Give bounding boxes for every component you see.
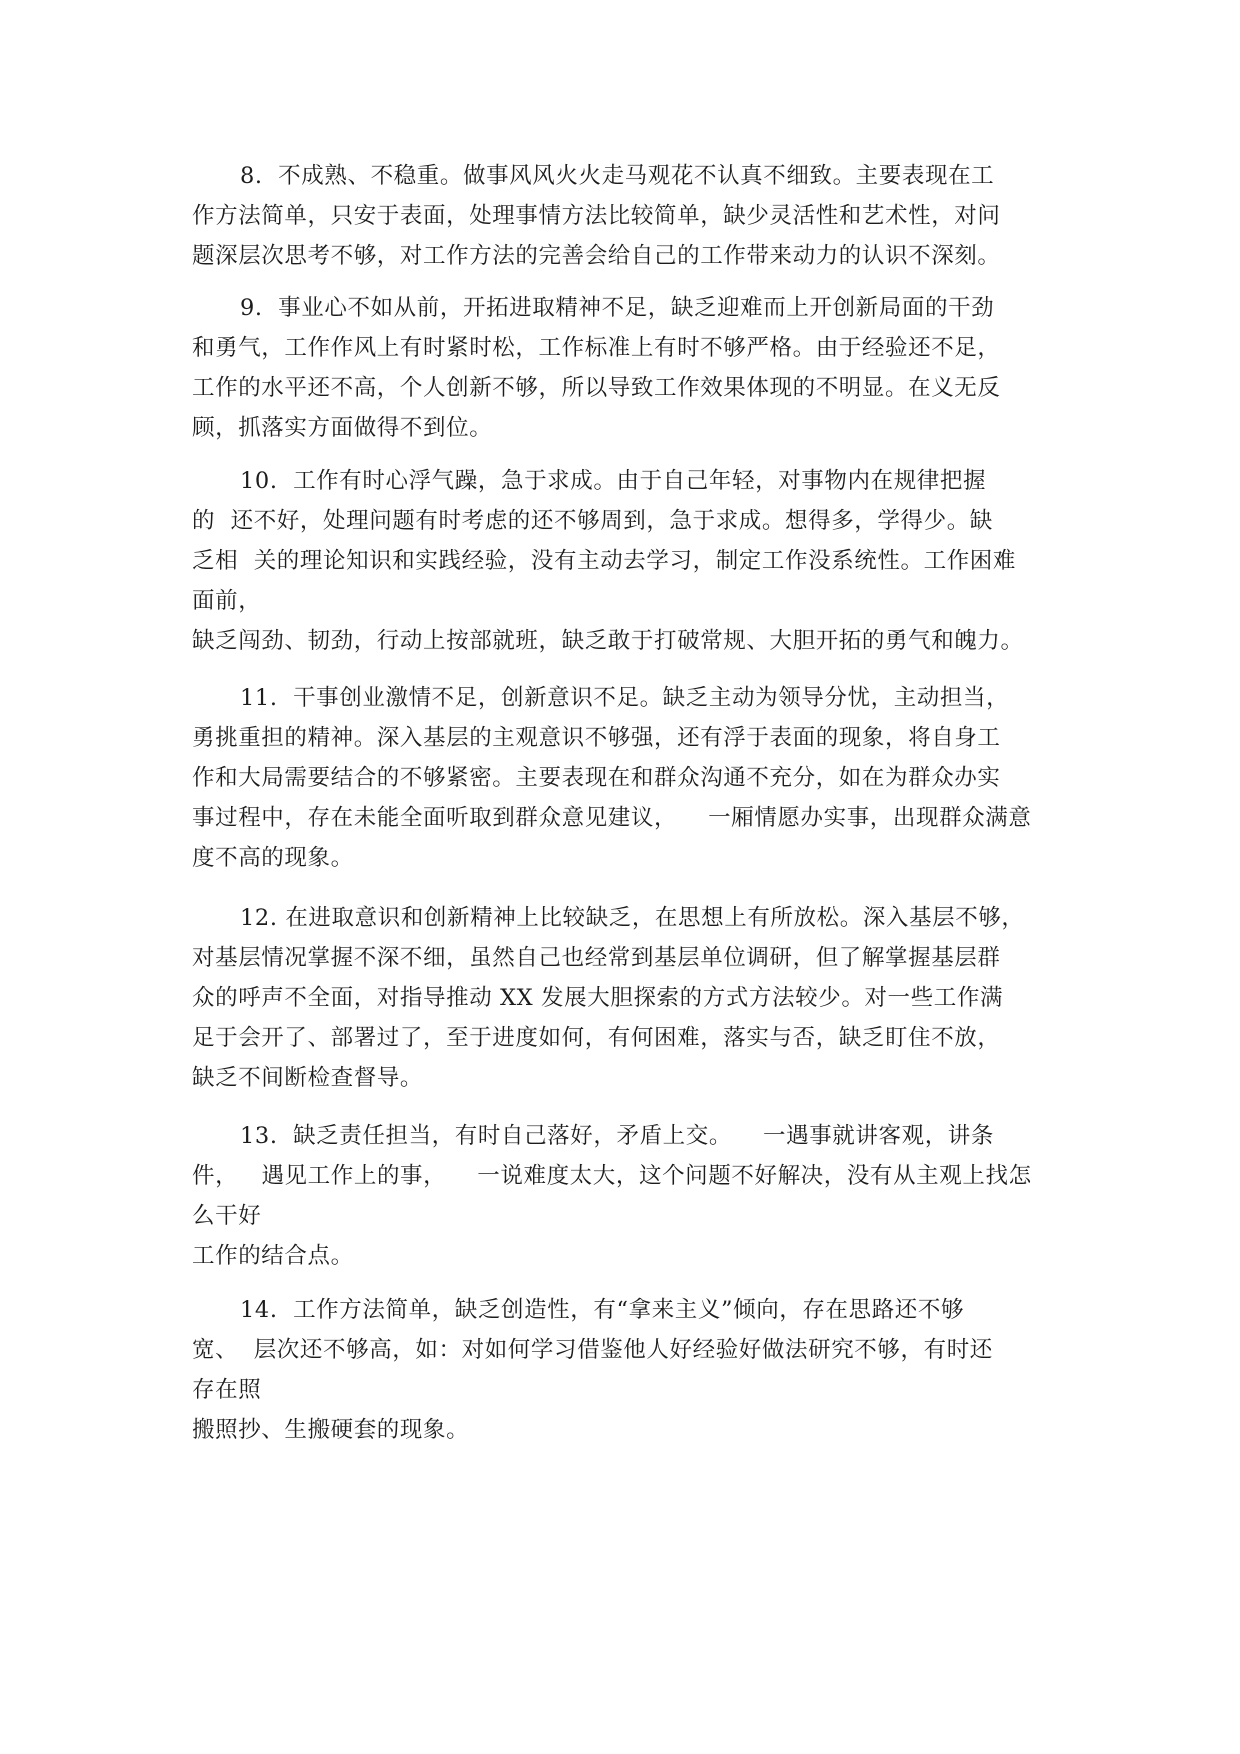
paragraph-line: 乏相 关的理论知识和实践经验，没有主动去学习，制定工作没系统性。工作困难 bbox=[192, 548, 1017, 574]
paragraph-10 bbox=[192, 461, 1072, 661]
paragraph-line: 的 还不好，处理问题有时考虑的还不够周到，急于求成。想得多，学得少。缺 bbox=[192, 508, 993, 534]
paragraph-line: 作和大局需要结合的不够紧密。主要表现在和群众沟通不充分，如在为群众办实 bbox=[192, 765, 1001, 791]
paragraph-line: 8. 不成熟、不稳重。做事风风火火走马观花不认真不细致。主要表现在工 bbox=[240, 163, 995, 189]
paragraph-line: 面前， bbox=[192, 588, 262, 614]
paragraph-14 bbox=[192, 1290, 1072, 1450]
paragraph-line: 事过程中，存在未能全面听取到群众意见建议， 一厢情愿办实事，出现群众满意 bbox=[192, 805, 1032, 831]
paragraph-line: 和勇气，工作作风上有时紧时松，工作标准上有时不够严格。由于经验还不足， bbox=[192, 335, 1001, 361]
paragraph-line: 12. 在进取意识和创新精神上比较缺乏，在思想上有所放松。深入基层不够， bbox=[240, 905, 1025, 931]
paragraph-line: 9. 事业心不如从前，开拓进取精神不足，缺乏迎难而上开创新局面的干劲 bbox=[240, 295, 995, 321]
paragraph-line: 众的呼声不全面，对指导推动 XX 发展大胆探索的方式方法较少。对一些工作满 bbox=[192, 985, 1004, 1011]
paragraph-line: 么干好 bbox=[192, 1203, 262, 1229]
paragraph-line: 13. 缺乏责任担当，有时自己落好，矛盾上交。 一遇事就讲客观，讲条 bbox=[240, 1123, 994, 1149]
paragraph-8 bbox=[192, 156, 1072, 276]
paragraph-9 bbox=[192, 288, 1072, 448]
paragraph-line: 件， 遇见工作上的事， 一说难度太大，这个问题不好解决，没有从主观上找怎 bbox=[192, 1163, 1032, 1189]
paragraph-line: 11. 干事创业激情不足，创新意识不足。缺乏主动为领导分忧，主动担当， bbox=[240, 685, 1010, 711]
paragraph-line: 作方法简单，只安于表面，处理事情方法比较简单，缺少灵活性和艺术性，对问 bbox=[192, 203, 1001, 229]
paragraph-line: 对基层情况掌握不深不细，虽然自己也经常到基层单位调研，但了解掌握基层群 bbox=[192, 945, 1001, 971]
paragraph-13 bbox=[192, 1116, 1072, 1276]
paragraph-line: 缺乏不间断检查督导。 bbox=[192, 1065, 424, 1091]
paragraph-line: 勇挑重担的精神。深入基层的主观意识不够强，还有浮于表面的现象，将自身工 bbox=[192, 725, 1001, 751]
paragraph-line: 存在照 bbox=[192, 1377, 262, 1403]
paragraph-11 bbox=[192, 678, 1072, 878]
paragraph-line: 搬照抄、生搬硬套的现象。 bbox=[192, 1417, 470, 1443]
paragraph-line: 足于会开了、部署过了，至于进度如何，有何困难，落实与否，缺乏盯住不放， bbox=[192, 1025, 1001, 1051]
paragraph-line: 14. 工作方法简单，缺乏创造性，有“拿来主义”倾向，存在思路还不够 bbox=[240, 1297, 965, 1323]
paragraph-line: 工作的结合点。 bbox=[192, 1243, 354, 1269]
paragraph-line: 缺乏闯劲、韧劲，行动上按部就班，缺乏敢于打破常规、大胆开拓的勇气和魄力。 bbox=[192, 628, 1024, 654]
paragraph-line: 工作的水平还不高，个人创新不够，所以导致工作效果体现的不明显。在义无反 bbox=[192, 375, 1001, 401]
paragraph-line: 题深层次思考不够，对工作方法的完善会给自己的工作带来动力的认识不深刻。 bbox=[192, 243, 1001, 269]
paragraph-12 bbox=[192, 898, 1072, 1098]
paragraph-line: 宽、 层次还不够高，如：对如何学习借鉴他人好经验好做法研究不够，有时还 bbox=[192, 1337, 993, 1363]
paragraph-line: 顾，抓落实方面做得不到位。 bbox=[192, 415, 493, 441]
paragraph-line: 10. 工作有时心浮气躁，急于求成。由于自己年轻，对事物内在规律把握 bbox=[240, 468, 987, 494]
paragraph-line: 度不高的现象。 bbox=[192, 845, 354, 871]
